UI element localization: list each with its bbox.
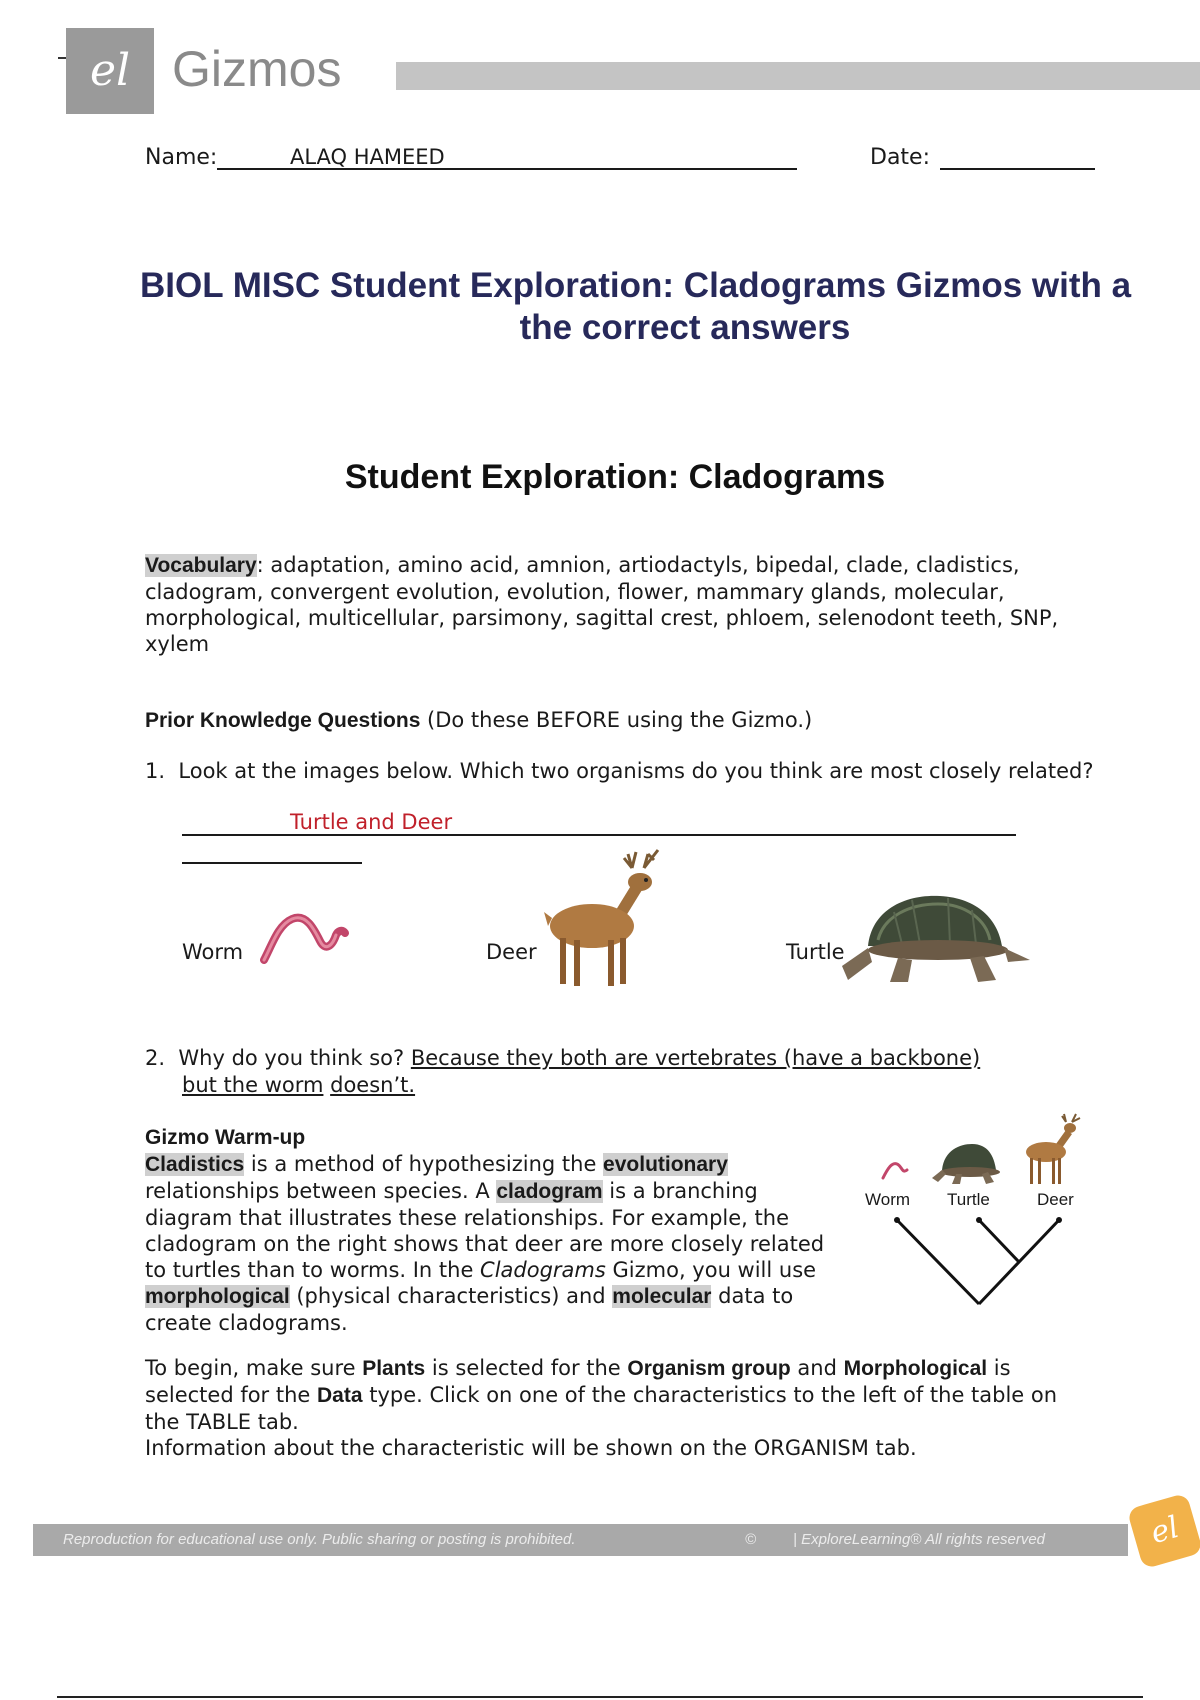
turtle-label: Turtle [786,940,845,964]
q2-answer-line1[interactable]: Because they both are vertebrates (have a backbone) [410,1046,981,1070]
data-term: Data [317,1384,363,1407]
cladogram-tree [860,1212,1090,1312]
header-bar [396,62,1200,90]
organism-group-term: Organism group [627,1357,791,1380]
name-field[interactable]: ALAQ HAMEED [290,145,445,169]
q1-text: Look at the images below. Which two organisms do you think are most closely related? [178,759,1094,783]
date-field[interactable] [940,168,1095,170]
name-label: Name: [145,145,218,170]
q2-answer-line2a[interactable]: but the worm [182,1073,324,1097]
gizmo-name: Cladograms [480,1258,606,1282]
prior-knowledge-heading [145,707,812,734]
footer-bar [33,1524,1128,1556]
copyright-symbol: © [745,1531,757,1548]
warmup-heading: Gizmo Warm-up [145,1126,306,1149]
term-molecular: molecular [612,1285,712,1308]
gizmos-logo [66,28,154,114]
term-cladistics: Cladistics [145,1153,245,1176]
question-2 [145,1045,980,1071]
warmup-text-2: relationships between species. A [145,1179,497,1203]
turtle-image [838,888,1033,988]
cladogram-diagram [860,1112,1090,1312]
begin-text-4: is selected for the [145,1356,1011,1407]
warmup-text-3: is a branching diagram that illustrates these relationships. For example, the cladogram on the right shows that deer are more closely related to turtles than to worms. In the [145,1179,825,1282]
term-evolutionary: evolutionary [603,1153,728,1176]
term-cladogram: cladogram [496,1180,603,1203]
footer-company: | ExploreLearning® All rights reserved [793,1531,1046,1548]
begin-text-6: Information about the characteristic will be shown on the ORGANISM tab. [145,1436,917,1460]
section-title: Student Exploration: Cladograms [344,458,886,496]
footer-notice: Reproduction for educational use only. Public sharing or posting is prohibited. [63,1531,576,1548]
logo-mark: el [89,45,131,96]
worm-image [258,905,353,965]
bottom-rule [57,1696,1143,1698]
cladogram-label-deer: Deer [1037,1190,1074,1209]
cladogram-worm-image [880,1158,910,1182]
question-1 [145,758,1093,784]
instructions-paragraph [145,1355,1095,1461]
brand-name: Gizmos [172,41,342,97]
begin-text-5: type. Click on one of the characteristics to the left of the table on the TABLE tab. [145,1383,1058,1434]
deer-image [540,848,685,990]
vocabulary-label: Vocabulary [145,554,257,577]
morphological-term: Morphological [843,1357,988,1380]
cladogram-turtle-image [932,1140,1004,1184]
cladogram-label-worm: Worm [865,1190,911,1209]
warmup-text-6: data to create cladograms. [145,1284,794,1335]
worm-label: Worm [182,940,244,964]
warmup-paragraph [145,1124,845,1336]
q2-number: 2. [145,1046,166,1070]
plants-term: Plants [362,1357,426,1380]
vocabulary-text: : adaptation, amino acid, amnion, artiodactyls, bipedal, clade, cladistics, cladogram, convergent evolution, evolution, flower, mammary glands, molecular, morphological, multicellular, parsimony, sagittal crest, phloem, selenodont teeth, SNP, xylem [145,553,1059,656]
begin-text-2: is selected for the [425,1356,628,1380]
answer-line-1 [182,834,1016,836]
prior-heading-bold: Prior Knowledge Questions [145,709,421,732]
document-title-line2: the correct answers [519,308,851,347]
warmup-text-4: Gizmo, you will use [605,1258,817,1282]
vocabulary-paragraph [145,552,1085,657]
question-2-continued [182,1072,415,1098]
begin-text-3: and [790,1356,844,1380]
cladogram-deer-image [1020,1112,1088,1186]
deer-label: Deer [486,940,537,964]
q1-number: 1. [145,759,166,783]
document-title: BIOL MISC Student Exploration: Cladograms Gizmos with a [140,266,1132,305]
warmup-text-1: is a method of hypothesizing the [244,1152,604,1176]
q1-answer[interactable]: Turtle and Deer [290,810,453,834]
date-label: Date: [870,145,930,170]
q2-answer-line2b[interactable]: doesn’t. [330,1073,416,1097]
prior-heading-note: (Do these BEFORE using the Gizmo.) [420,708,813,732]
corner-logo: el [1127,1493,1200,1570]
warmup-text-5: (physical characteristics) and [289,1284,613,1308]
q2-text: Why do you think so? [178,1046,411,1070]
answer-line-2 [182,862,362,864]
term-morphological: morphological [145,1285,290,1308]
cladogram-label-turtle: Turtle [947,1190,990,1209]
begin-text-1: To begin, make sure [145,1356,363,1380]
